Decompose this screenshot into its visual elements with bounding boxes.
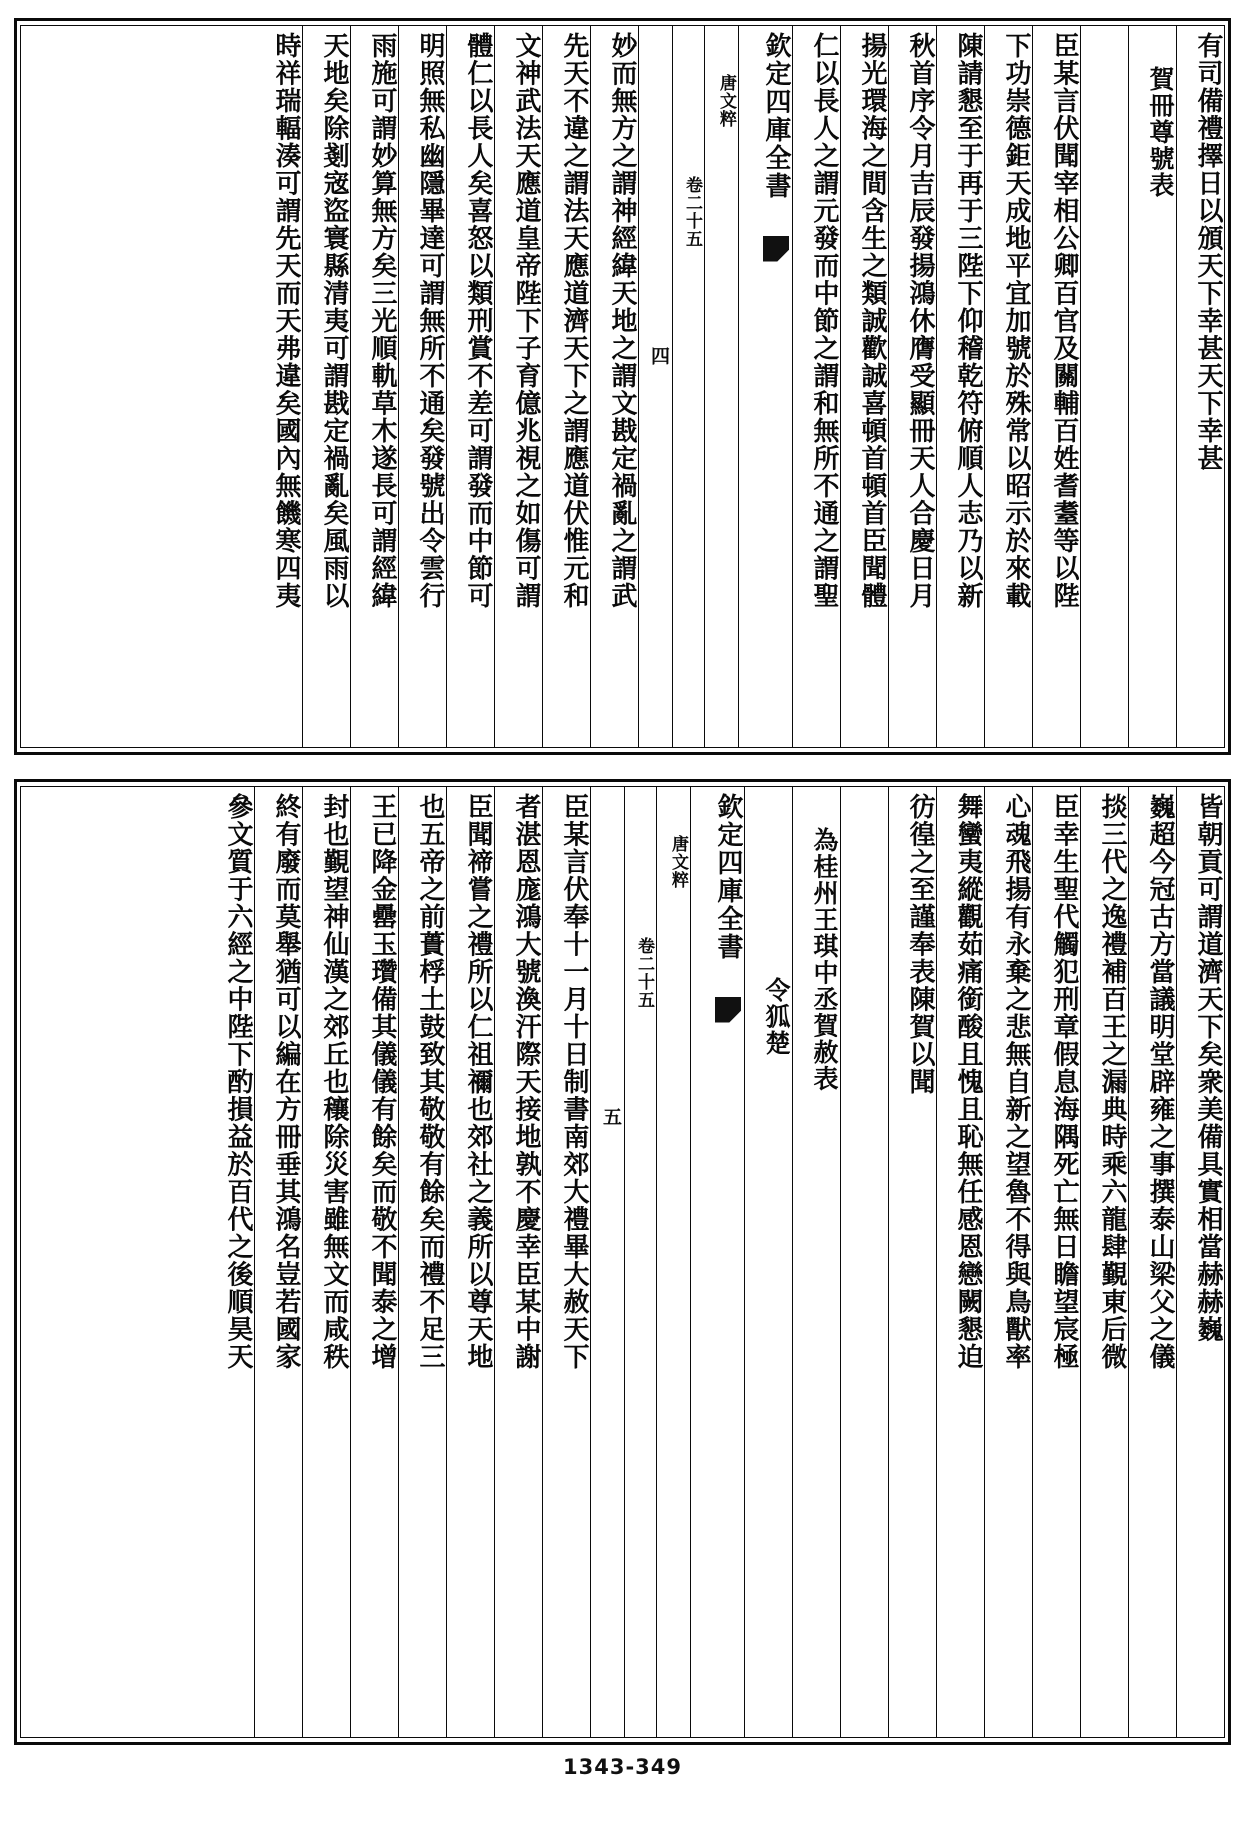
page-footer-label: 1343-349 xyxy=(563,1755,682,1779)
text-column: 臣幸生聖代觸犯刑章假息海隅死亡無日瞻望宸極 xyxy=(1032,787,1080,1737)
volume-column: 卷二十五 xyxy=(624,787,656,1737)
text-column: 雨施可謂妙算無方矣三光順軌草木遂長可謂經緯 xyxy=(350,26,398,747)
text-column: 臣某言伏聞宰相公卿百官及關輔百姓耆耋等以陛 xyxy=(1032,26,1080,747)
blank-column xyxy=(1080,26,1128,747)
text-column: 仁以長人之謂元發而中節之謂和無所不通之謂聖 xyxy=(792,26,840,747)
page-number-column: 四 xyxy=(638,26,672,747)
text-column: 舞蠻夷縱觀茹痛銜酸且愧且恥無任感恩戀闕懇迫 xyxy=(936,787,984,1737)
work-title-column: 唐文粹 xyxy=(656,787,690,1737)
text-column: 先天不違之謂法天應道濟天下之謂應道伏惟元和 xyxy=(542,26,590,747)
edition-header-text: 欽定四庫全書 xyxy=(713,793,743,961)
text-column: 有司備禮擇日以頒天下幸甚天下幸甚 xyxy=(1176,26,1224,747)
author-column: 令狐楚 xyxy=(744,787,792,1737)
blank-column xyxy=(840,787,888,1737)
seal-mark-icon xyxy=(715,997,741,1023)
section-title-column: 賀冊尊號表 xyxy=(1128,26,1176,747)
text-column: 封也覲望神仙漢之郊丘也穰除災害雖無文而咸秩 xyxy=(302,787,350,1737)
text-column: 陳請懇至于再于三陛下仰稽乾符俯順人志乃以新 xyxy=(936,26,984,747)
text-column: 心魂飛揚有永棄之悲無自新之望魯不得與鳥獸率 xyxy=(984,787,1032,1737)
text-column: 臣聞禘嘗之禮所以仁祖禰也郊社之義所以尊天地 xyxy=(446,787,494,1737)
text-column: 參文質于六經之中陛下酌損益於百代之後順昊天 xyxy=(223,793,253,1371)
text-column: 王已降金罍玉瓚備其儀儀有餘矣而敬不聞泰之增 xyxy=(350,787,398,1737)
text-column: 天地矣除剗宼盜寰縣清夷可謂戡定禍亂矣風雨以 xyxy=(302,26,350,747)
work-title-column: 唐文粹 xyxy=(704,26,738,747)
text-column: 終有廢而莫舉猶可以編在方冊垂其鴻名豈若國家 xyxy=(254,787,302,1737)
text-column: 掞三代之逸禮補百王之漏典時乘六龍肆覲東后微 xyxy=(1080,787,1128,1737)
text-column: 體仁以長人矣喜怒以類刑賞不差可謂發而中節可 xyxy=(446,26,494,747)
text-column: 臣某言伏奉十一月十日制書南郊大禮畢大赦天下 xyxy=(542,787,590,1737)
text-column: 時祥瑞輻湊可謂先天而天弗違矣國內無饑寒四夷 xyxy=(271,32,301,610)
text-column: 下功崇德鉅天成地平宜加號於殊常以昭示於來載 xyxy=(984,26,1032,747)
text-column: 揚光環海之間含生之類誠歡誠喜頓首頓首臣聞體 xyxy=(840,26,888,747)
text-block-bottom-inner xyxy=(20,786,1225,1738)
edition-header-column xyxy=(690,787,744,1737)
text-column: 也五帝之前蕢桴土鼓致其敬敬有餘矣而禮不足三 xyxy=(398,787,446,1737)
text-block-top xyxy=(14,18,1231,755)
text-column: 文神武法天應道皇帝陛下子育億兆視之如傷可謂 xyxy=(494,26,542,747)
text-column: 秋首序令月吉辰發揚鴻休膺受顯冊天人合慶日月 xyxy=(888,26,936,747)
text-column: 明照無私幽隱畢達可謂無所不通矣發號出令雲行 xyxy=(398,26,446,747)
text-column: 彷徨之至謹奉表陳賀以聞 xyxy=(888,787,936,1737)
volume-column: 卷二十五 xyxy=(672,26,704,747)
text-column: 皆朝貢可謂道濟天下矣衆美備具實相當赫赫巍 xyxy=(1176,787,1224,1737)
edition-header-text: 欽定四庫全書 xyxy=(761,32,791,200)
text-column: 妙而無方之謂神經緯天地之謂文戡定禍亂之謂武 xyxy=(590,26,638,747)
page-number-column: 五 xyxy=(590,787,624,1737)
text-block-bottom xyxy=(14,779,1231,1745)
edition-header-column xyxy=(738,26,792,747)
block-separator xyxy=(14,755,1231,779)
section-title-column: 為桂州王琪中丞賀赦表 xyxy=(792,787,840,1737)
text-column: 者湛恩庬鴻大號渙汗際天接地孰不慶幸臣某中謝 xyxy=(494,787,542,1737)
seal-mark-icon xyxy=(763,236,789,262)
text-column: 巍超今冠古方當議明堂辟雍之事撰泰山梁父之儀 xyxy=(1128,787,1176,1737)
text-block-top-inner xyxy=(20,25,1225,748)
